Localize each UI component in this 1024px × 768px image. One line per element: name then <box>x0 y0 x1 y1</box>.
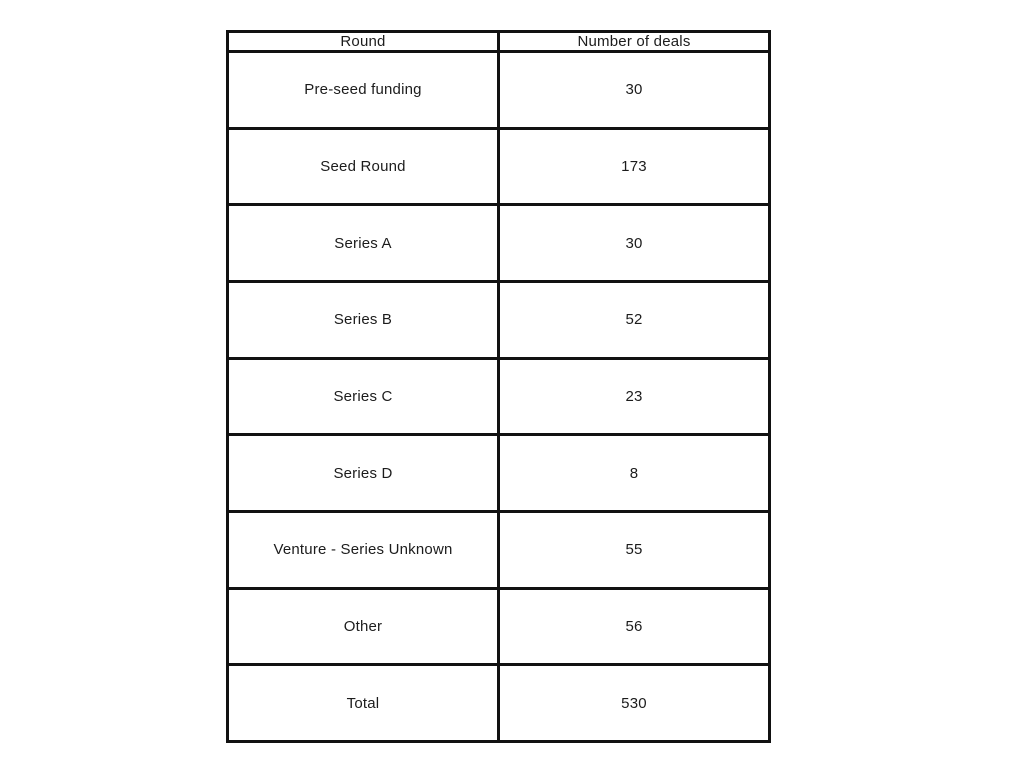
table-row <box>228 52 770 129</box>
table-row <box>228 205 770 282</box>
round-cell: Pre-seed funding <box>228 52 499 129</box>
round-cell: Series A <box>228 205 499 282</box>
round-cell: Venture - Series Unknown <box>228 511 499 588</box>
round-cell: Series B <box>228 281 499 358</box>
column-header-round: Round <box>228 32 499 52</box>
round-cell: Total <box>228 665 499 742</box>
deals-cell: 30 <box>499 52 770 129</box>
deals-table <box>226 30 771 743</box>
round-cell: Series D <box>228 435 499 512</box>
header-row <box>228 32 770 52</box>
table-row <box>228 281 770 358</box>
table-row <box>228 128 770 205</box>
deals-cell: 530 <box>499 665 770 742</box>
deals-cell: 56 <box>499 588 770 665</box>
deals-cell: 8 <box>499 435 770 512</box>
deals-cell: 55 <box>499 511 770 588</box>
round-cell: Other <box>228 588 499 665</box>
funding-rounds-table <box>226 30 771 743</box>
deals-cell: 23 <box>499 358 770 435</box>
deals-cell: 52 <box>499 281 770 358</box>
round-cell: Series C <box>228 358 499 435</box>
table-row <box>228 665 770 742</box>
table-row <box>228 588 770 665</box>
table-row <box>228 358 770 435</box>
table-row <box>228 435 770 512</box>
table-row <box>228 511 770 588</box>
deals-cell: 173 <box>499 128 770 205</box>
round-cell: Seed Round <box>228 128 499 205</box>
column-header-number-of-deals: Number of deals <box>499 32 770 52</box>
deals-cell: 30 <box>499 205 770 282</box>
